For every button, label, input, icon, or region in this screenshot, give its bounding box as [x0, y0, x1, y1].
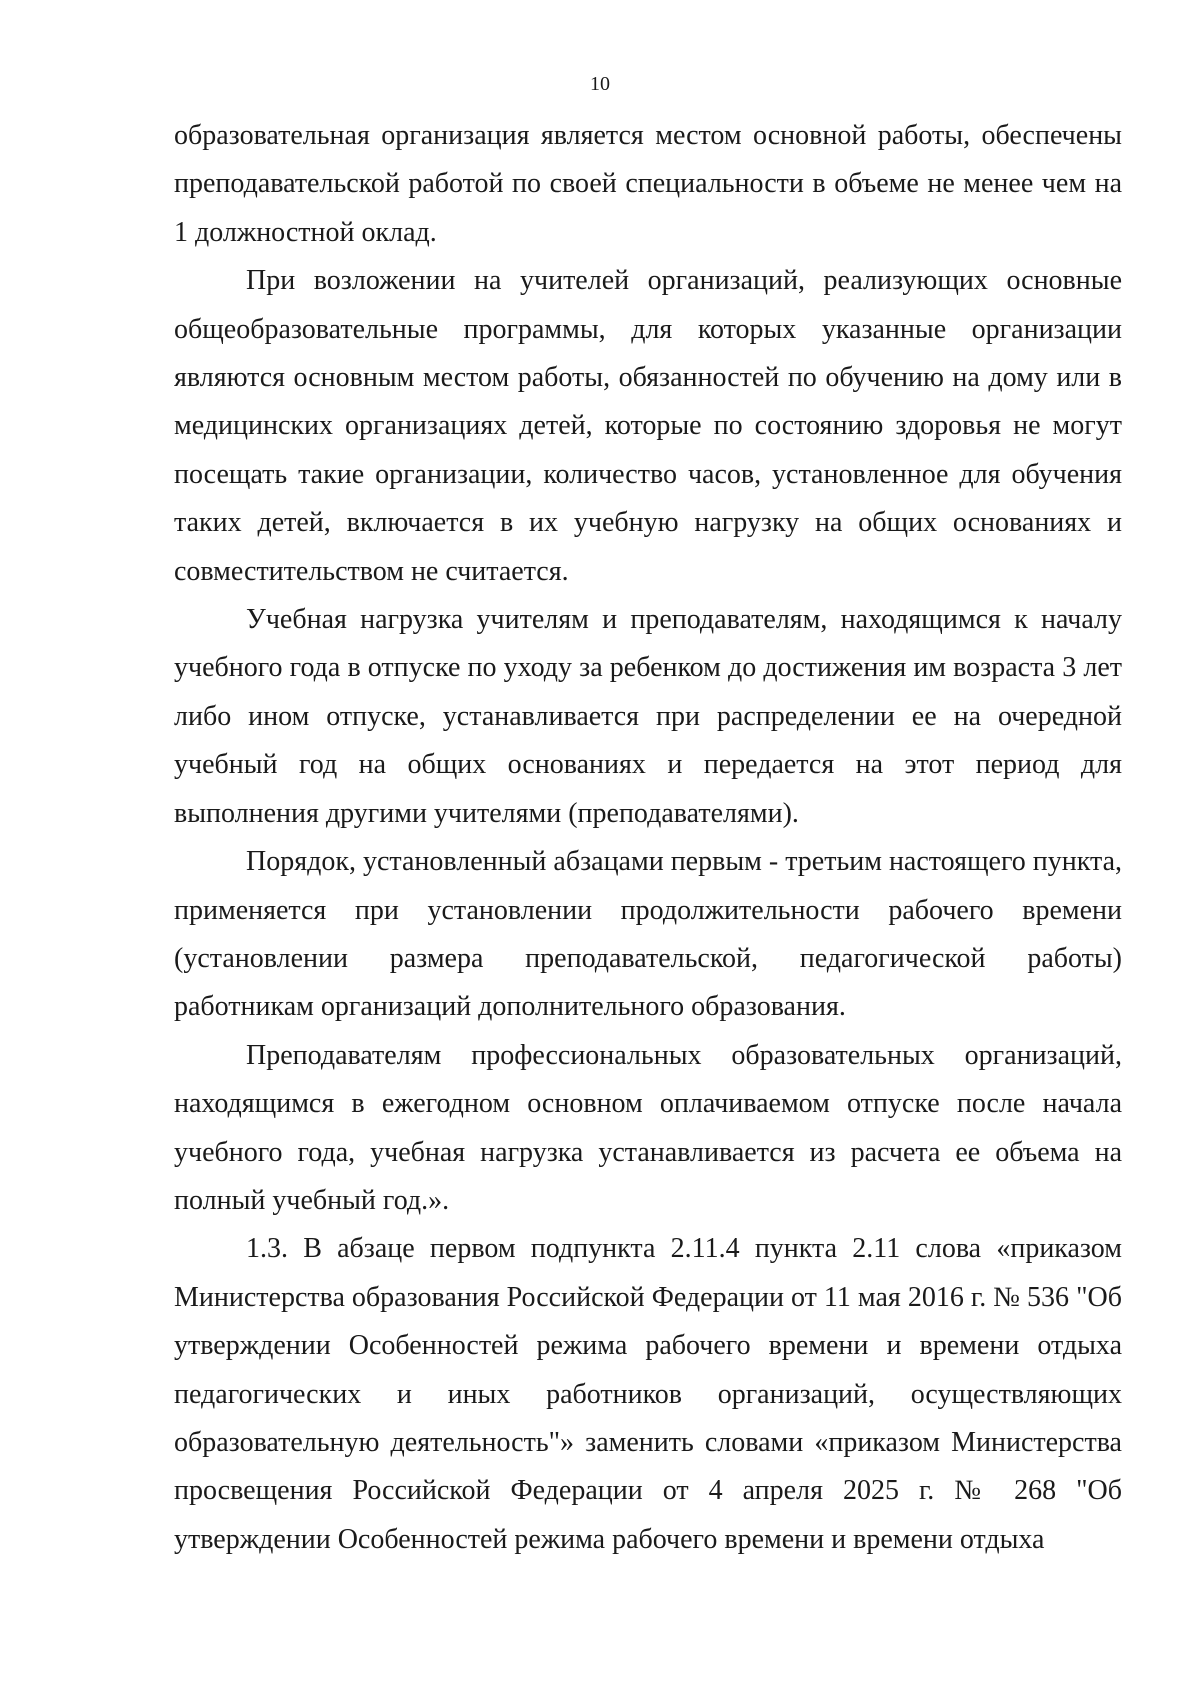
page-number: 10 — [590, 73, 610, 95]
paragraph-continuation: образовательная организация является местом основной работы, обеспечены преподавательской работой по своей специальности в объеме не менее чем на 1 должностной оклад. — [174, 120, 1122, 248]
paragraph-vocational-teachers: Преподавателям профессиональных образовательных организаций, находящимся в ежегодном основном оплачиваемом отпуске после начала учебного года, учебная нагрузка устанавливается из расчета ее объема на полный учебный год.». — [174, 1039, 1122, 1216]
paragraph-home-schooling: При возложении на учителей организаций, реализующих основные общеобразовательные программы, для которых указанные организации являются основным местом работы, обязанностей по обучению на дому или в медицинских организациях детей, которые по состоянию здоровья не могут посещать такие организации, количество часов, установленное для обучения таких детей, включается в их учебную нагрузку на общих основаниях и совместительством не считается. — [174, 265, 1122, 587]
paragraph-procedure: Порядок, установленный абзацами первым - третьим настоящего пункта, применяется при установлении продолжительности рабочего времени (установлении размера преподавательской, педагогической работы) работникам организаций дополнительного образования. — [174, 846, 1122, 1023]
paragraph-leave-workload: Учебная нагрузка учителям и преподавателям, находящимся к началу учебного года в отпуске по уходу за ребенком до достижения им возраста 3 лет либо ином отпуске, устанавливается при распределении ее на очередной учебный год на общих основаниях и передается на этот период для выполнения другими учителями (преподавателями). — [174, 604, 1122, 829]
document-body — [174, 112, 1122, 1564]
paragraph-item-1-3: 1.3. В абзаце первом подпункта 2.11.4 пункта 2.11 слова «приказом Министерства образования Российской Федерации от 11 мая 2016 г. № 536 "Об утверждении Особенностей режима рабочего времени и времени отдыха педагогических и иных работников организаций, осуществляющих образовательную деятельность"» заменить словами «приказом Министерства просвещения Российской Федерации от 4 апреля 2025 г. № 268 "Об утверждении Особенностей режима рабочего времени и времени отдыха — [174, 1233, 1122, 1555]
